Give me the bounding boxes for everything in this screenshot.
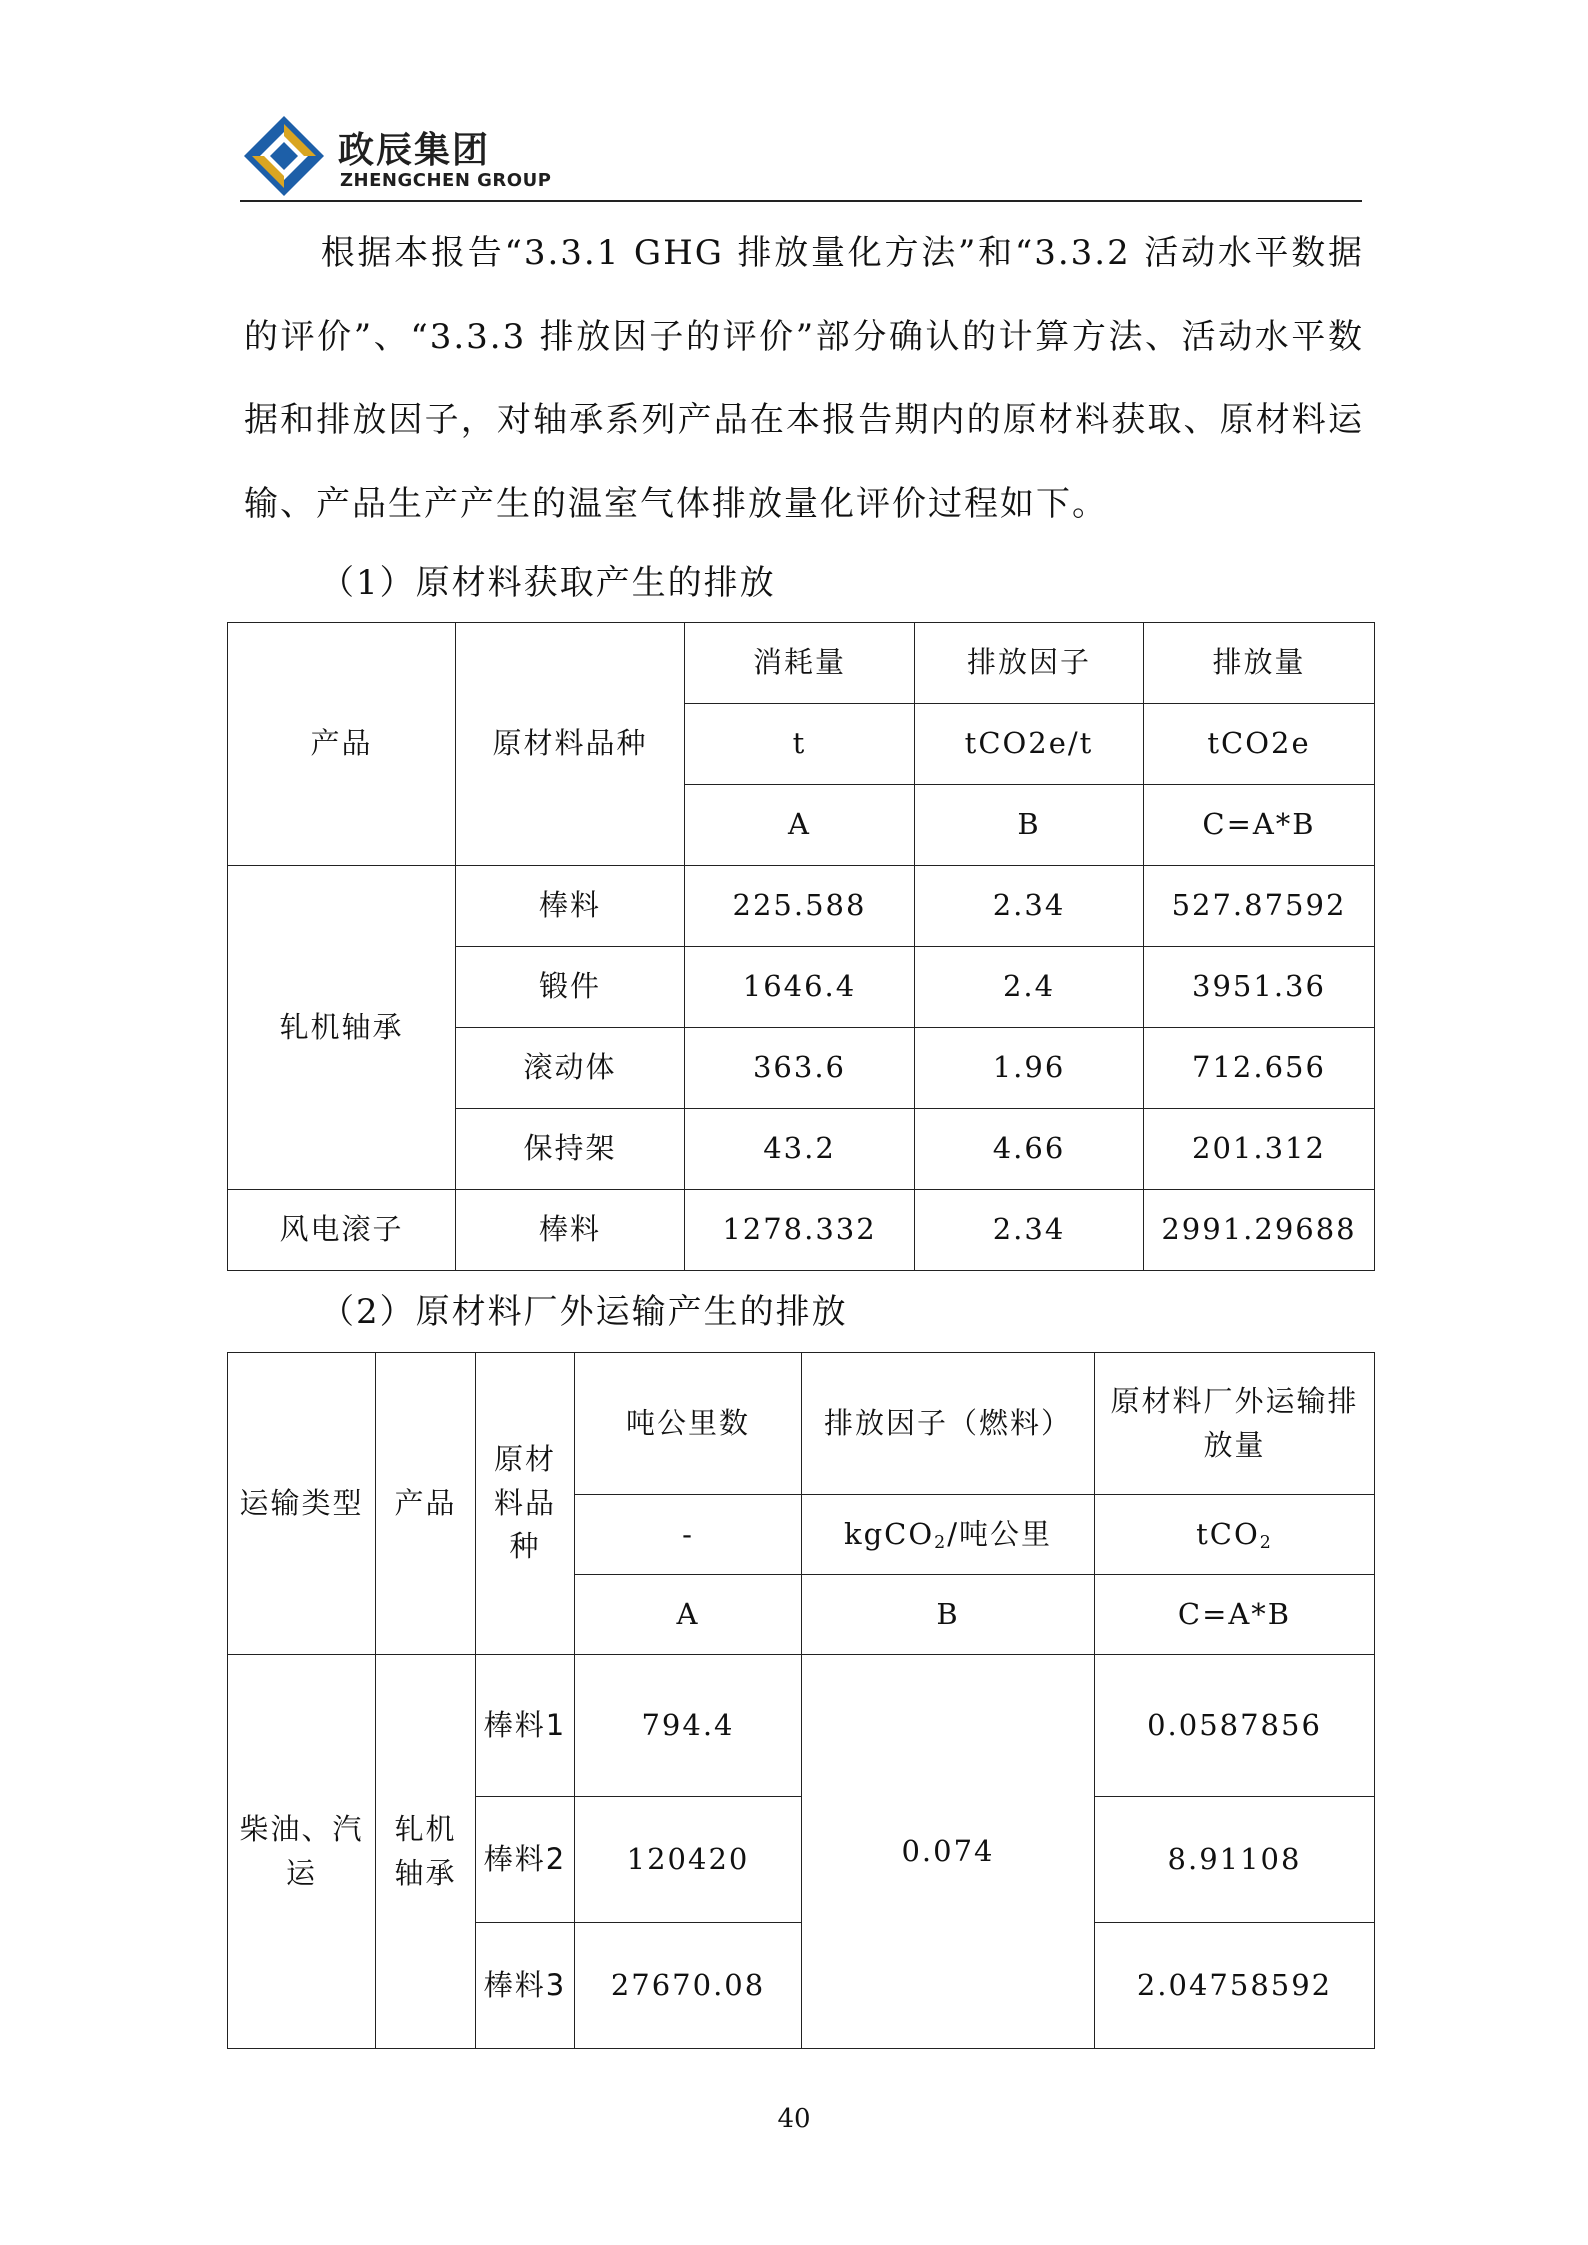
raw-material-acquisition-table	[227, 622, 1375, 1271]
header-emission: 排放量	[1144, 623, 1375, 704]
product-cell: 风电滚子	[228, 1190, 456, 1271]
emission-cell: 2.04758592	[1095, 1923, 1375, 2049]
company-name-en: ZHENGCHEN GROUP	[340, 170, 552, 191]
table-header-row	[228, 1353, 1375, 1495]
unit-factor-pre: kgCO	[844, 1516, 935, 1551]
material-cell: 棒料	[456, 866, 685, 947]
raw-material-transport-table	[227, 1352, 1375, 2049]
table-header-row	[228, 623, 1375, 704]
emission-cell: 712.656	[1144, 1028, 1375, 1109]
tonne-km-cell: 794.4	[575, 1655, 802, 1797]
consumption-cell: 225.588	[685, 866, 915, 947]
unit-tonne-km: -	[575, 1495, 802, 1575]
section1-title: （1）原材料获取产生的排放	[320, 563, 776, 603]
symbol-b: B	[915, 785, 1144, 866]
company-name-cn: 政辰集团	[338, 130, 491, 171]
table-row	[228, 1655, 1375, 1797]
emission-cell: 8.91108	[1095, 1797, 1375, 1923]
product-cell: 轧机轴承	[228, 866, 456, 1190]
tonne-km-cell: 27670.08	[575, 1923, 802, 2049]
transport-type-cell: 柴油、汽运	[228, 1655, 376, 2049]
emission-cell: 201.312	[1144, 1109, 1375, 1190]
factor-cell: 0.074	[802, 1655, 1095, 2049]
section2-title: （2）原材料厂外运输产生的排放	[320, 1292, 848, 1332]
header-divider	[240, 200, 1362, 202]
symbol-a: A	[575, 1575, 802, 1655]
material-cell: 保持架	[456, 1109, 685, 1190]
unit-factor: tCO2e/t	[915, 704, 1144, 785]
page-header	[240, 108, 1362, 204]
consumption-cell: 43.2	[685, 1109, 915, 1190]
header-emission: 原材料厂外运输排放量	[1095, 1353, 1375, 1495]
symbol-a: A	[685, 785, 915, 866]
unit-emission-sub: 2	[1259, 1532, 1273, 1553]
header-transport-type: 运输类型	[228, 1353, 376, 1655]
consumption-cell: 1646.4	[685, 947, 915, 1028]
consumption-cell: 363.6	[685, 1028, 915, 1109]
unit-emission: tCO2e	[1144, 704, 1375, 785]
header-product: 产品	[376, 1353, 476, 1655]
symbol-b: B	[802, 1575, 1095, 1655]
symbol-c: C=A*B	[1095, 1575, 1375, 1655]
unit-emission	[1095, 1495, 1375, 1575]
emission-cell: 0.0587856	[1095, 1655, 1375, 1797]
material-cell: 棒料	[456, 1190, 685, 1271]
factor-cell: 1.96	[915, 1028, 1144, 1109]
header-material: 原材料品种	[476, 1353, 575, 1655]
symbol-c: C=A*B	[1144, 785, 1375, 866]
consumption-cell: 1278.332	[685, 1190, 915, 1271]
page-number: 40	[777, 2104, 811, 2134]
factor-cell: 2.34	[915, 1190, 1144, 1271]
unit-consumption: t	[685, 704, 915, 785]
material-cell: 滚动体	[456, 1028, 685, 1109]
body-paragraph-text: 根据本报告“3.3.1 GHG 排放量化方法”和“3.3.2 活动水平数据的评价”、“3.3.3 排放因子的评价”部分确认的计算方法、活动水平数据和排放因子，对轴承系列产品在本报告期内的原材料获取、原材料运输、产品生产产生的温室气体排放量化评价过程如下。	[244, 233, 1364, 524]
unit-factor-sub: 2	[934, 1532, 948, 1553]
diamond-logo-icon	[240, 112, 328, 200]
product-cell: 轧机轴承	[376, 1655, 476, 2049]
unit-factor-post: /吨公里	[947, 1516, 1052, 1551]
unit-factor	[802, 1495, 1095, 1575]
header-consumption: 消耗量	[685, 623, 915, 704]
header-material: 原材料品种	[456, 623, 685, 866]
material-cell: 锻件	[456, 947, 685, 1028]
body-paragraph	[244, 212, 1364, 546]
factor-cell: 2.34	[915, 866, 1144, 947]
header-factor: 排放因子	[915, 623, 1144, 704]
table-row	[228, 1190, 1375, 1271]
header-product: 产品	[228, 623, 456, 866]
factor-cell: 2.4	[915, 947, 1144, 1028]
emission-cell: 527.87592	[1144, 866, 1375, 947]
header-tonne-km: 吨公里数	[575, 1353, 802, 1495]
material-cell: 棒料2	[476, 1797, 575, 1923]
header-factor: 排放因子（燃料）	[802, 1353, 1095, 1495]
table-row	[228, 866, 1375, 947]
factor-cell: 4.66	[915, 1109, 1144, 1190]
emission-cell: 2991.29688	[1144, 1190, 1375, 1271]
unit-emission-pre: tCO	[1196, 1516, 1260, 1551]
material-cell: 棒料1	[476, 1655, 575, 1797]
emission-cell: 3951.36	[1144, 947, 1375, 1028]
tonne-km-cell: 120420	[575, 1797, 802, 1923]
material-cell: 棒料3	[476, 1923, 575, 2049]
